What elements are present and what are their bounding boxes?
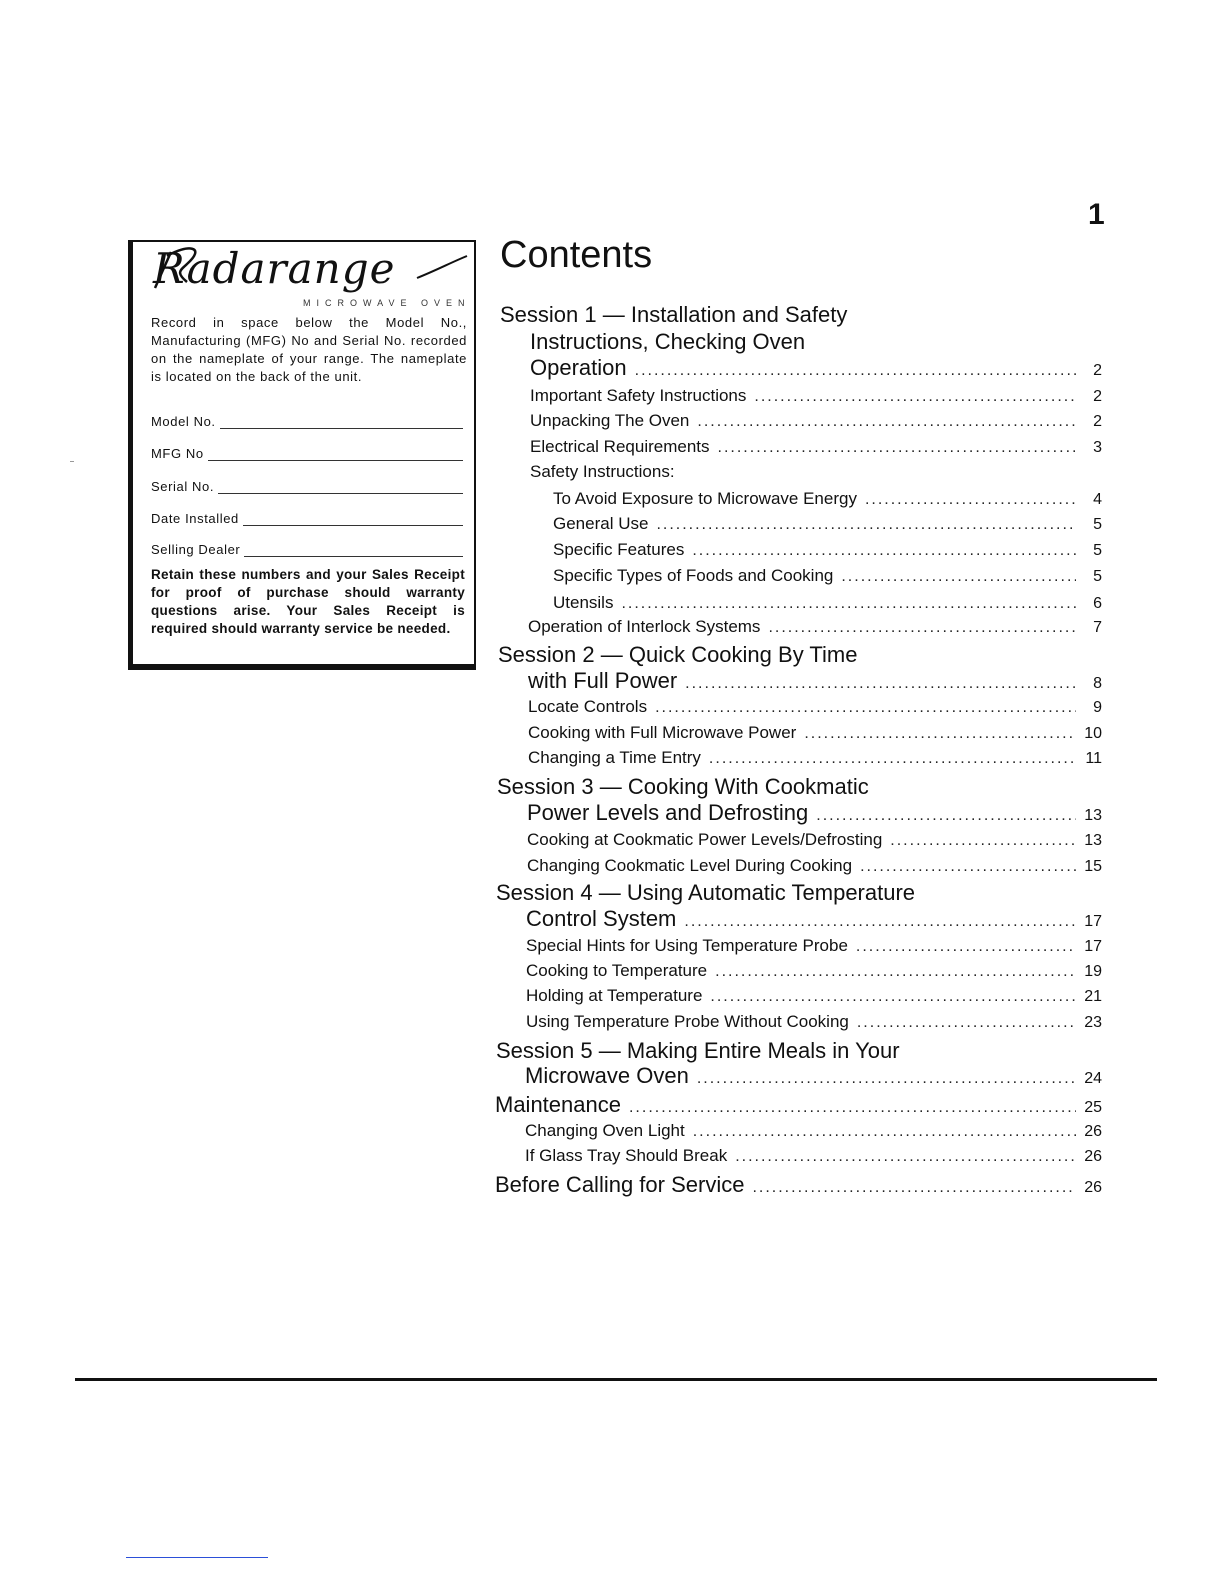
toc-entry-page: 26 <box>1084 1123 1102 1140</box>
toc-entry-page: 3 <box>1093 439 1102 456</box>
mfg-number-field[interactable] <box>151 446 463 461</box>
toc-entry[interactable] <box>495 1092 1102 1118</box>
toc-entry-page: 5 <box>1093 542 1102 559</box>
toc-entry[interactable] <box>528 723 1102 743</box>
toc-entry-page: 5 <box>1093 568 1102 585</box>
toc-entry-page: 19 <box>1084 963 1102 980</box>
toc-entry-title: with Full Power <box>528 668 678 693</box>
toc-entry-title: To Avoid Exposure to Microwave Energy <box>553 489 857 508</box>
toc-entry[interactable] <box>553 514 1102 534</box>
toc-entry[interactable] <box>553 489 1102 509</box>
toc-entry[interactable] <box>526 986 1102 1006</box>
registration-instructions: Record in space below the Model No., Manufacturing (MFG) No and Serial No. recorded on the nameplate of your range. The nameplate is located on the back of the unit. <box>151 315 467 384</box>
toc-entry[interactable] <box>527 800 1102 826</box>
toc-entry-page: 2 <box>1093 388 1102 405</box>
toc-entry[interactable] <box>528 697 1102 717</box>
toc-entry-title: Before Calling for Service <box>495 1172 745 1197</box>
toc-entry[interactable] <box>527 856 1102 876</box>
scan-speck <box>70 461 74 462</box>
bottom-rule <box>75 1378 1157 1381</box>
date-installed-label: Date Installed <box>151 511 239 526</box>
toc-entry[interactable] <box>527 830 1102 850</box>
toc-entry-page: 13 <box>1084 807 1102 824</box>
toc-entry-title: General Use <box>553 514 649 533</box>
toc-entry[interactable] <box>528 668 1102 694</box>
toc-entry[interactable] <box>530 411 1102 431</box>
toc-entry-title: Cooking to Temperature <box>526 961 708 980</box>
toc-entry-title: Utensils <box>553 593 614 612</box>
selling-dealer-field[interactable] <box>151 542 463 557</box>
toc-entry-title: Electrical Requirements <box>530 437 710 456</box>
toc-entry-title: Locate Controls <box>528 697 648 716</box>
toc-entry-page: 13 <box>1084 832 1102 849</box>
toc-entry-page: 23 <box>1084 1014 1102 1031</box>
registration-box <box>128 240 476 670</box>
toc-entry-title: Operation <box>530 355 627 380</box>
safety-instructions-subheading: Safety Instructions: <box>530 462 675 481</box>
toc-entry-title: Holding at Temperature <box>526 986 703 1005</box>
model-number-field[interactable] <box>151 414 463 429</box>
contents-title: Contents <box>500 234 653 276</box>
session-1-heading-cont: Instructions, Checking Oven <box>530 329 806 354</box>
toc-entry-title: If Glass Tray Should Break <box>525 1146 728 1165</box>
serial-number-field[interactable] <box>151 479 463 494</box>
toc-entry-title: Special Hints for Using Temperature Probe <box>526 936 848 955</box>
toc-entry-page: 11 <box>1085 750 1102 767</box>
toc-entry-page: 25 <box>1084 1099 1102 1116</box>
toc-entry-page: 17 <box>1084 938 1102 955</box>
radarange-logo: Radarange <box>153 244 396 293</box>
session-1-heading: Session 1 — Installation and Safety <box>500 302 848 327</box>
toc-entry[interactable] <box>495 1172 1102 1198</box>
toc-entry-title: Cooking with Full Microwave Power <box>528 723 797 742</box>
toc-entry-page: 21 <box>1084 988 1102 1005</box>
logo-subtitle: MICROWAVE OVEN <box>303 298 471 308</box>
footer-underline <box>126 1557 268 1558</box>
toc-entry-title: Changing Oven Light <box>525 1121 685 1140</box>
toc-entry[interactable] <box>525 1063 1102 1089</box>
toc-entry-title: Using Temperature Probe Without Cooking <box>526 1012 849 1031</box>
session-2-heading: Session 2 — Quick Cooking By Time <box>498 642 858 667</box>
toc-entry-title: Unpacking The Oven <box>530 411 690 430</box>
toc-entry-page: 15 <box>1084 858 1102 875</box>
toc-entry-page: 17 <box>1084 913 1102 930</box>
selling-dealer-label: Selling Dealer <box>151 542 241 557</box>
toc-entry-page: 2 <box>1093 362 1102 379</box>
page-number: 1 <box>1088 198 1105 231</box>
toc-entry-page: 5 <box>1093 516 1102 533</box>
model-number-label: Model No. <box>151 414 216 429</box>
toc-entry[interactable] <box>526 1012 1102 1032</box>
toc-entry-title: Maintenance <box>495 1092 621 1117</box>
toc-entry-page: 4 <box>1093 491 1102 508</box>
toc-entry[interactable] <box>553 566 1102 586</box>
toc-entry-title: Cooking at Cookmatic Power Levels/Defrosting <box>527 830 883 849</box>
toc-entry-page: 26 <box>1084 1148 1102 1165</box>
toc-entry[interactable] <box>526 936 1102 956</box>
toc-entry[interactable] <box>525 1146 1102 1166</box>
toc-entry-title: Important Safety Instructions <box>530 386 747 405</box>
toc-entry-title: Power Levels and Defrosting <box>527 800 809 825</box>
toc-entry-title: Changing Cookmatic Level During Cooking <box>527 856 853 875</box>
retain-receipt-note: Retain these numbers and your Sales Receipt for proof of purchase should warranty questions arise. Your Sales Receipt is required should warranty service be needed. <box>151 567 465 636</box>
toc-entry[interactable] <box>530 355 1102 381</box>
toc-entry[interactable] <box>526 961 1102 981</box>
toc-entry-title: Changing a Time Entry <box>528 748 701 767</box>
toc-entry[interactable] <box>530 386 1102 406</box>
toc-entry-title: Operation of Interlock Systems <box>528 617 761 636</box>
toc-entry[interactable] <box>528 748 1102 768</box>
session-4-heading: Session 4 — Using Automatic Temperature <box>496 880 916 905</box>
toc-entry[interactable] <box>553 540 1102 560</box>
session-3-heading: Session 3 — Cooking With Cookmatic <box>497 774 869 799</box>
toc-entry-page: 8 <box>1093 675 1102 692</box>
toc-entry-title: Specific Features <box>553 540 685 559</box>
toc-entry-page: 2 <box>1093 413 1102 430</box>
toc-entry-page: 9 <box>1093 699 1102 716</box>
toc-entry[interactable] <box>530 437 1102 457</box>
toc-entry-title: Control System <box>526 906 677 931</box>
serial-number-label: Serial No. <box>151 479 215 494</box>
toc-entry[interactable] <box>526 906 1102 932</box>
toc-entry-page: 10 <box>1084 725 1102 742</box>
toc-entry[interactable] <box>528 617 1102 637</box>
date-installed-field[interactable] <box>151 511 463 526</box>
toc-entry-page: 7 <box>1093 619 1102 636</box>
mfg-number-label: MFG No <box>151 446 204 461</box>
toc-entry-title: Specific Types of Foods and Cooking <box>553 566 834 585</box>
toc-entry[interactable] <box>525 1121 1102 1141</box>
toc-entry-page: 26 <box>1084 1179 1102 1196</box>
toc-entry[interactable] <box>553 593 1102 613</box>
toc-entry-page: 24 <box>1084 1070 1102 1087</box>
toc-entry-title: Microwave Oven <box>525 1063 689 1088</box>
session-5-heading: Session 5 — Making Entire Meals in Your <box>496 1038 900 1063</box>
toc-entry-page: 6 <box>1093 595 1102 612</box>
